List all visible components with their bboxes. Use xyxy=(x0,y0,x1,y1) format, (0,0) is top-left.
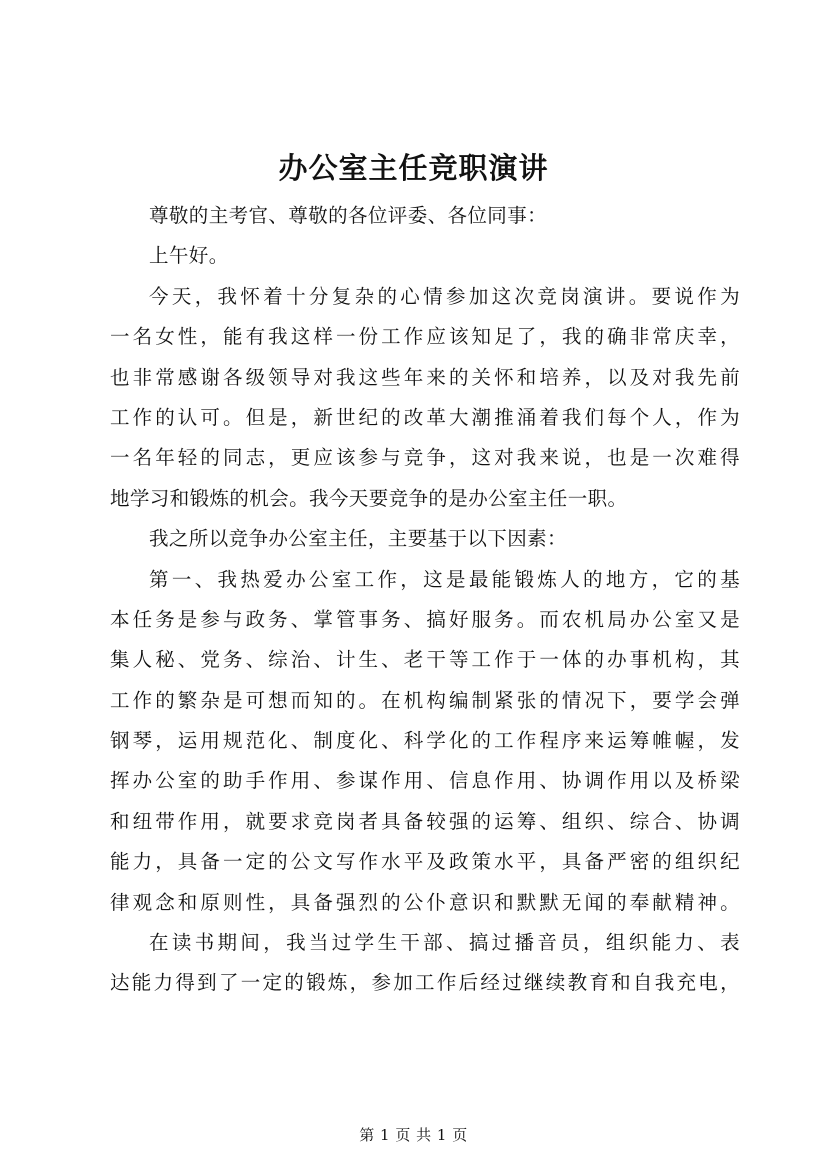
text-line: 达能力得到了一定的锻炼，参加工作后经过继续教育和自我充电， xyxy=(110,971,740,995)
text-line: 集人秘、党务、综治、计生、老干等工作于一体的办事机构，其 xyxy=(110,648,740,672)
text-line: 工作的繁杂是可想而知的。在机构编制紧张的情况下，要学会弹 xyxy=(110,688,740,712)
text-line: 工作的认可。但是，新世纪的改革大潮推涌着我们每个人，作为 xyxy=(110,405,740,429)
text-line: 挥办公室的助手作用、参谋作用、信息作用、协调作用以及桥梁 xyxy=(110,769,740,793)
text-line: 本任务是参与政务、掌管事务、搞好服务。而农机局办公室又是 xyxy=(110,607,740,631)
text-line: 一名女性，能有我这样一份工作应该知足了，我的确非常庆幸， xyxy=(110,325,740,349)
text-line: 钢琴，运用规范化、制度化、科学化的工作程序来运筹帷幄，发 xyxy=(110,729,740,753)
text-line: 尊敬的主考官、尊敬的各位评委、各位同事： xyxy=(149,204,548,227)
text-line: 第一、我热爱办公室工作，这是最能锻炼人的地方，它的基 xyxy=(149,567,740,591)
text-line: 在读书期间，我当过学生干部、搞过播音员，组织能力、表 xyxy=(149,931,740,955)
document-title: 办公室主任竞职演讲 xyxy=(278,151,549,185)
text-line: 也非常感谢各级领导对我这些年来的关怀和培养，以及对我先前 xyxy=(110,365,740,389)
document-body xyxy=(110,196,740,1004)
page-footer: 第 1 页 共 1 页 xyxy=(359,1126,468,1144)
text-line: 律观念和原则性，具备强烈的公仆意识和默默无闻的奉献精神。 xyxy=(110,890,740,914)
text-line: 一名年轻的同志，更应该参与竞争，这对我来说，也是一次难得 xyxy=(110,446,740,470)
text-line: 上午好。 xyxy=(149,244,229,268)
text-line: 能力，具备一定的公文写作水平及政策水平，具备严密的组织纪 xyxy=(110,850,740,874)
text-line: 今天，我怀着十分复杂的心情参加这次竞岗演讲。要说作为 xyxy=(149,284,740,308)
text-line: 地学习和锻炼的机会。我今天要竞争的是办公室主任一职。 xyxy=(110,486,628,510)
text-line: 和纽带作用，就要求竞岗者具备较强的运筹、组织、综合、协调 xyxy=(110,809,740,833)
text-line: 我之所以竞争办公室主任，主要基于以下因素： xyxy=(149,527,567,551)
